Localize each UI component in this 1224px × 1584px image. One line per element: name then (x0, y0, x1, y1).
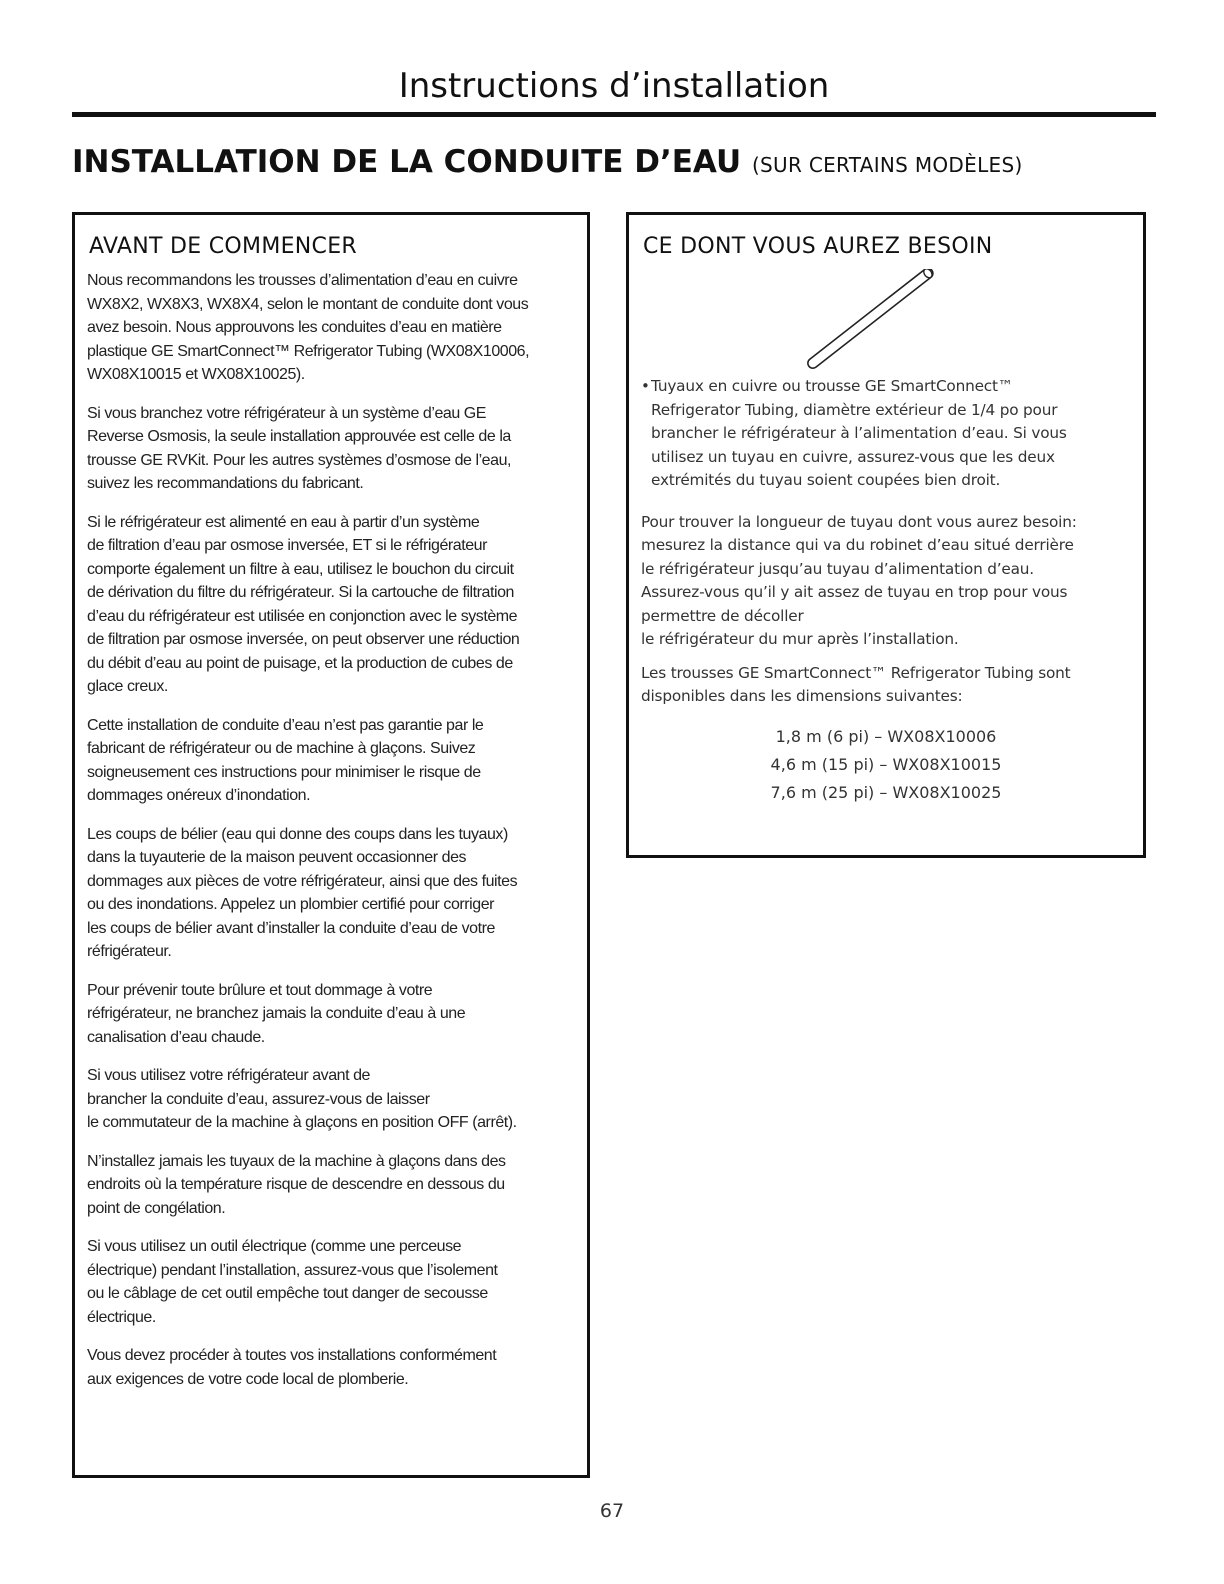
left-paragraph: Si vous utilisez votre réfrigérateur avant de brancher la conduite d’eau, assurez-vous de laisser le commutateur de la machine à glaçons en position OFF (arrêt). (87, 1067, 517, 1131)
left-paragraph: Nous recommandons les trousses d’alimentation d’eau en cuivre WX8X2, WX8X3, WX8X4, selon le montant de conduite dont vous avez besoin. Nous approuvons les conduites d’eau en matière plastique GE SmartConnect™ Refrigerator Tubing (WX08X10006, WX08X10015 et WX08X10025). (87, 272, 530, 383)
section-title (72, 140, 1156, 187)
before-you-begin-box (72, 212, 590, 1478)
kits-paragraph: Les trousses GE SmartConnect™ Refrigerator Tubing sont disponibles dans les dimensions suivantes: (641, 663, 1071, 705)
tubing-illustration-icon (791, 269, 951, 369)
bullet-item (641, 375, 1131, 493)
left-paragraph: Vous devez procéder à toutes vos installations conformément aux exigences de votre code local de plomberie. (87, 1347, 497, 1388)
section-title-main: INSTALLATION DE LA CONDUITE D’EAU (72, 144, 742, 180)
left-paragraph: Les coups de bélier (eau qui donne des coups dans les tuyaux) dans la tuyauterie de la maison peuvent occasionner des dommages aux pièces de votre réfrigérateur, ainsi que des fuites ou des inondations. Appelez un plombier certifié pour corriger les coups de bélier avant d’installer la conduite d’eau de votre réfrigérateur. (87, 825, 518, 960)
left-paragraph: Si le réfrigérateur est alimenté en eau à partir d’un système de filtration d’eau par osmose inversée, ET si le réfrigérateur comporte également un filtre à eau, utilisez le bouchon du circuit de dérivation du filtre du réfrigérateur. Si la cartouche de filtration d’eau du réfrigérateur est utilisée en conjonction avec le système de filtration par osmose inversée, on peut observer une réduction du débit d’eau au point de puisage, et la production de cubes de glace creux. (87, 513, 520, 695)
page-number: 67 (599, 1500, 625, 1522)
bullet-dot-icon: • (641, 377, 650, 395)
tubing-size-item: 1,8 m (6 pi) – WX08X10006 (775, 726, 997, 746)
tubing-size-item: 7,6 m (25 pi) – WX08X10025 (770, 782, 1002, 802)
length-paragraph: Pour trouver la longueur de tuyau dont vous aurez besoin: mesurez la distance qui va du robinet d’eau situé derrière le réfrigérateur jusqu’au tuyau d’alimentation d’eau. Assurez-vous qu’il y ait assez de tuyau en trop pour vous permettre de décoller le réfrigérateur du mur après l’installation. (641, 512, 1077, 648)
what-you-need-box (626, 212, 1146, 858)
what-you-need-title: CE DONT VOUS AUREZ BESOIN (643, 234, 993, 259)
left-paragraph: Pour prévenir toute brûlure et tout dommage à votre réfrigérateur, ne branchez jamais la conduite d’eau à une canalisation d’eau chaude. (87, 981, 466, 1046)
header-rule (72, 112, 1156, 117)
left-paragraph: Si vous utilisez un outil électrique (comme une perceuse électrique) pendant l’installation, assurez-vous que l’isolement ou le câblage de cet outil empêche tout danger de secousse électrique. (87, 1238, 498, 1326)
before-you-begin-title: AVANT DE COMMENCER (89, 234, 358, 259)
section-title-subtitle: (SUR CERTAINS MODÈLES) (751, 153, 1023, 177)
left-paragraph: Si vous branchez votre réfrigérateur à un système d’eau GE Reverse Osmosis, la seule installation approuvée est celle de la trousse GE RVKit. Pour les autres systèmes d’osmose de l’eau, suivez les recommandations du fabricant. (87, 404, 512, 492)
tubing-size-item: 4,6 m (15 pi) – WX08X10015 (770, 754, 1002, 774)
left-paragraph: Cette installation de conduite d’eau n’est pas garantie par le fabricant de réfrigérateur ou de machine à glaçons. Suivez soigneusement ces instructions pour minimiser le risque de dommages onéreux d’inondation. (87, 716, 484, 804)
page-header-title: Instructions d’installation (398, 66, 830, 106)
bullet-text: Tuyaux en cuivre ou trousse GE SmartConnect™ Refrigerator Tubing, diamètre extérieur de 1/4 po pour brancher le réfrigérateur à l’alimentation d’eau. Si vous utilisez un tuyau en cuivre, assurez-vous que les deux extrémités du tuyau soient coupées bien droit. (651, 377, 1067, 489)
left-paragraph: N’installez jamais les tuyaux de la machine à glaçons dans des endroits où la température risque de descendre en dessous du point de congélation. (87, 1152, 506, 1217)
tubing-size-list (641, 723, 1131, 807)
